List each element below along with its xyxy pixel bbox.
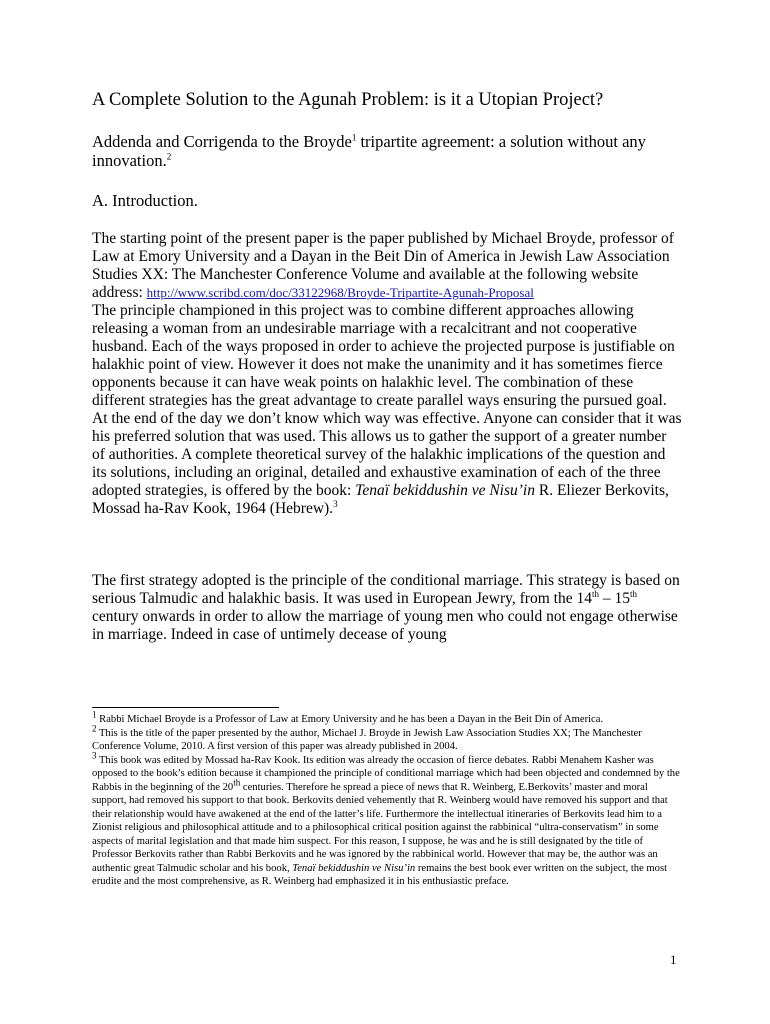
paragraph-text: The principle championed in this project was to combine different approaches allowing releasing a woman from an undesirable marriage with a recalcitrant and not cooperative husband. Each of the ways proposed in order to achieve the projected purpose is justifiable on halakhic point of view. However it does not make the unanimity and it has sometimes fierce opponents because it can have weak points on halakhic level. The combination of these different strategies has the great advantage to create parallel ways ensuring the pursued goal. At the end of the day we don’t know which way was effective. Anyone can consider that it was his preferred solution that was used. This allows us to gather the support of a greater number of authorities. A complete theoretical survey of the halakhic implications of the question and its solutions, including an original, detailed and exhaustive examination of each of the three adopted strategies, is offered by the book:	[92, 302, 682, 499]
footnote-text: remains the best book ever written on the subject, the most erudite and the most comprehensive, as R. Weinberg had emphasized it in his enthusiastic preface.	[92, 862, 668, 887]
footnote-ref-2[interactable]: 2	[166, 151, 172, 162]
ordinal-suffix: th	[629, 588, 637, 599]
paragraph-text: R. Eliezer Berkovits, Mossad ha-Rav Kook, 1964 (Hebrew).	[92, 482, 669, 517]
footnote-text: Rabbi Michael Broyde is a Professor of Law at Emory University and he has been a Dayan in the Beit Din of America.	[96, 714, 604, 725]
footnote-number: 1	[92, 709, 97, 720]
footnote-number: 3	[92, 749, 97, 760]
scribd-link[interactable]: http://www.scribd.com/doc/33122968/Broyde-Tripartite-Agunah-Proposal	[146, 285, 534, 300]
footnote-text: This is the title of the paper presented by the author, Michael J. Broyde in Jewish Law Association Studies XX; The Manchester Conference Volume, 2010. A first version of this paper was already published in 2004.	[92, 727, 642, 752]
ordinal-suffix: th	[591, 588, 599, 599]
subtitle-text: Addenda and Corrigenda to the Broyde	[92, 132, 352, 151]
book-title: Tenaï bekiddushin ve Nisu’in	[355, 482, 535, 499]
book-title: Tenaï bekiddushin ve Nisu’in	[292, 862, 416, 874]
footnote-2	[92, 722, 682, 754]
document-title: A Complete Solution to the Agunah Problem: is it a Utopian Project?	[92, 90, 604, 110]
paragraph-text: – 15	[598, 590, 630, 607]
paragraph-text: The starting point of the present paper is the paper published by Michael Broyde, professor of Law at Emory University and a Dayan in the Beit Din of America in Jewish Law Association Studies XX: The Manchester Conference Volume and available at the following website address:	[92, 230, 674, 301]
footnote-3	[92, 749, 682, 889]
introduction-paragraph	[92, 230, 682, 518]
paragraph-text: The first strategy adopted is the principle of the conditional marriage. This strategy is based on serious Talmudic and halakhic basis. It was used in European Jewry, from the 14	[92, 572, 680, 607]
footnotes	[92, 709, 682, 889]
section-heading: A. Introduction.	[92, 191, 198, 210]
footnote-ref-1[interactable]: 1	[351, 132, 357, 143]
footnote-number: 2	[92, 722, 97, 733]
footnote-text: centuries. Therefore he spread a piece of news that R. Weinberg, E.Berkovits’ master and moral support, had removed his support to that book. Berkovits denied vehemently that R. Weinberg would have removed his support and that their relationship would have awakened at the end of the latter’s life. Furthermore the intellectual itineraries of Berkovits lead him to a Zionist religious and philosophical attitude and to a philosophical critical position against the rabbinical “ultra-conservatism” in some aspects of marital legislation and that made him suspect. For this reason, I suppose, he was and he is still designated by the title of Professor Berkovits rather than Rabbi Berkovits and he was ignored by the rabbinical world. However that may be, the author was an authentic great Talmudic scholar and his book,	[92, 781, 668, 874]
page-number: 1	[670, 952, 677, 967]
strategy-paragraph	[92, 572, 682, 644]
footnote-separator	[92, 707, 279, 708]
ordinal-suffix: th	[233, 776, 241, 787]
document-subtitle	[92, 132, 682, 170]
footnote-ref-3[interactable]: 3	[333, 498, 338, 509]
subtitle-text-continued: tripartite agreement: a solution without any innovation.	[92, 132, 646, 170]
footnote-text: This book was edited by Mossad ha-Rav Kook. Its edition was already the occasion of fierce debates. Rabbi Menahem Kasher was opposed to the book’s edition because it championed the principle of conditional marriage which had been objected and condemned by the Rabbis in the beginning of the 20	[92, 754, 680, 793]
paragraph-text: century onwards in order to allow the marriage of young men who could not engage otherwise in marriage. Indeed in case of untimely decease of young	[92, 608, 678, 643]
footnote-1	[92, 709, 682, 727]
